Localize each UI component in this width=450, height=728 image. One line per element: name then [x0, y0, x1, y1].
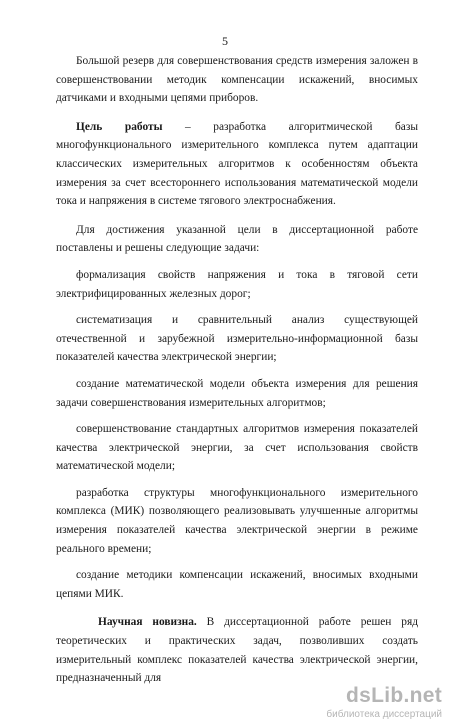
task-item: систематизация и сравнительный анализ существующей отечественной и зарубежной измерительно-информационной базы показателей качества электрической энергии;: [56, 314, 418, 364]
watermark: [297, 684, 442, 722]
body-text: [56, 52, 418, 688]
goal-label: Цель работы: [76, 120, 163, 133]
watermark-logo: dsLib.net: [345, 684, 442, 707]
page-number: 5: [222, 34, 228, 48]
paragraph-tasks-intro: Для достижения указанной цели в диссертационной работе поставлены и решены следующие задачи:: [56, 223, 418, 255]
paragraph-novelty: [56, 613, 418, 687]
goal-text: – разработка алгоритмической базы многофункционального измерительного комплекса путем адаптации классических измерительных алгоритмов к особенностям объекта измерения за счет всестороннего использования математической модели тока и напряжения в системе тягового электроснабжения.: [56, 120, 418, 208]
watermark-subtitle: библиотека диссертаций: [326, 709, 442, 720]
task-item: формализация свойств напряжения и тока в тяговой сети электрифицированных железных дорог;: [56, 268, 418, 300]
paragraph-reserve: Большой резерв для совершенствования средств измерения заложен в совершенствовании методик компенсации искажений, вносимых датчиками и входными цепями приборов.: [56, 55, 418, 105]
task-item: создание математической модели объекта измерения для решения задачи совершенствования измерительных алгоритмов;: [56, 377, 418, 409]
novelty-text: В диссертационной работе решен ряд теоретических и практических задач, позволивших создать измерительный комплекс показателей качества электрической энергии, предназначенный для: [56, 616, 418, 685]
paragraph-goal: [56, 118, 418, 211]
task-item: совершенствование стандартных алгоритмов измерения показателей качества электрической энергии, за счет использования свойств математической модели;: [56, 423, 418, 473]
novelty-label: Научная новизна.: [98, 616, 197, 629]
task-item: разработка структуры многофункционального измерительного комплекса (МИК) позволяющего реализовывать улучшенные алгоритмы измерения показателей качества электрической энергии в режиме реального времени;: [56, 486, 418, 555]
task-item: создание методики компенсации искажений, вносимых входными цепями МИК.: [56, 569, 418, 600]
